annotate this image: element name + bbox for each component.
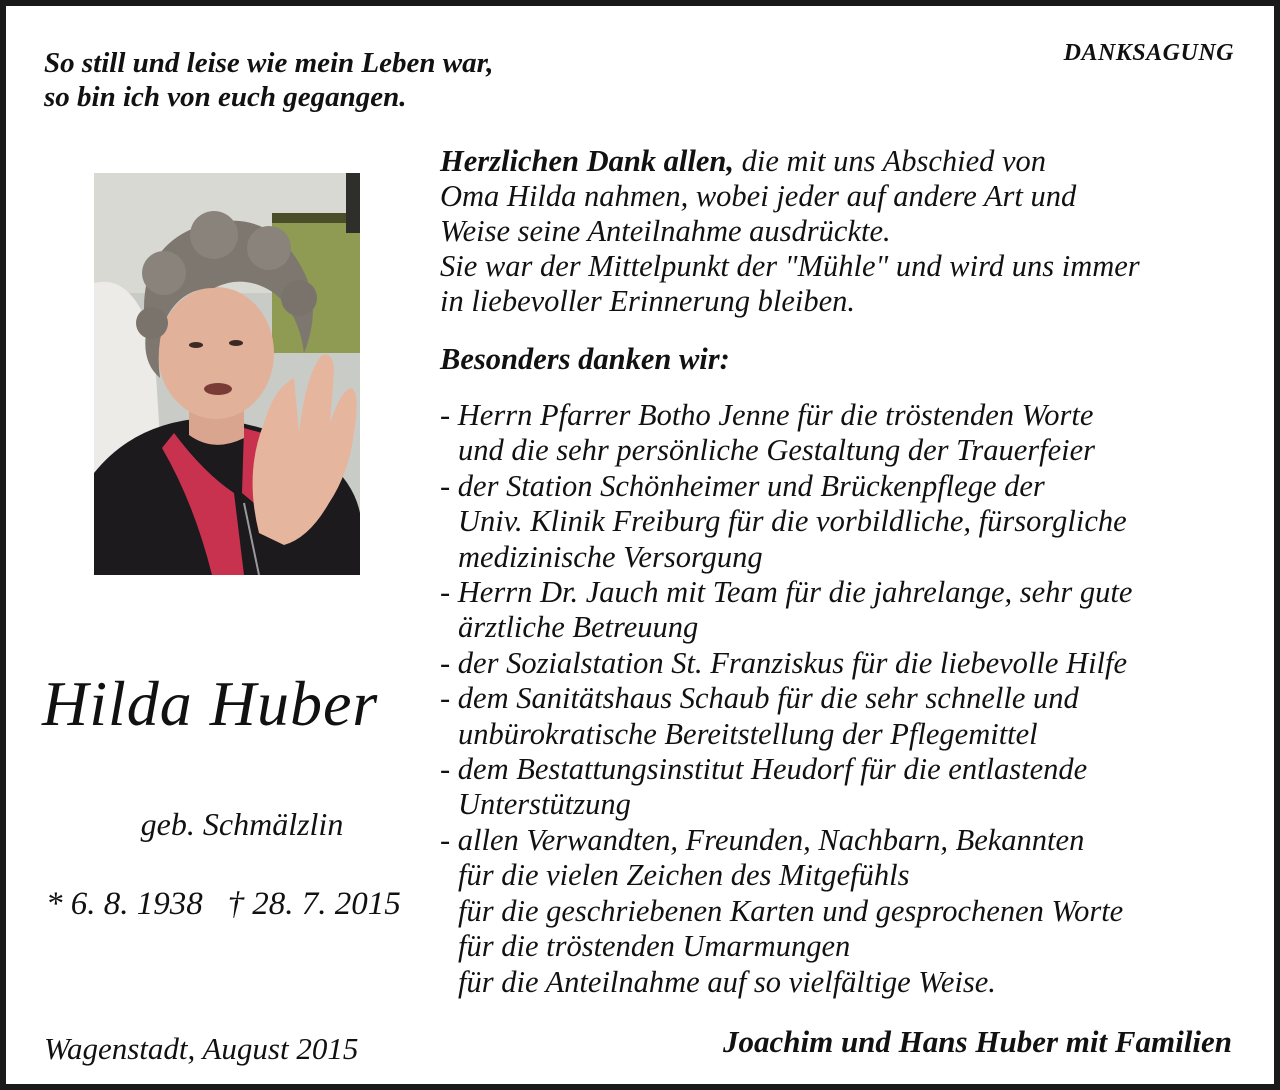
- place-date: Wagenstadt, August 2015: [44, 1031, 359, 1066]
- heading-danksagung: DANKSAGUNG: [1063, 40, 1234, 66]
- list-item: ärztliche Betreuung: [458, 610, 699, 645]
- motto-verse: [44, 46, 604, 114]
- list-item: Univ. Klinik Freiburg für die vorbildliche, fürsorgliche: [458, 504, 1127, 539]
- list-item: - Herrn Dr. Jauch mit Team für die jahrelange, sehr gute: [440, 575, 1133, 610]
- motto-line-2: so bin ich von euch gegangen.: [44, 81, 407, 113]
- list-item: unbürokratische Bereitstellung der Pflegemittel: [458, 716, 1038, 751]
- portrait-photo-icon: [94, 173, 360, 575]
- thanks-lead: Herzlichen Dank allen,: [440, 144, 735, 178]
- thanks-line-5: in liebevoller Erinnerung bleiben.: [440, 284, 856, 318]
- thanks-line-2: Oma Hilda nahmen, wobei jeder auf andere Art und: [440, 179, 1077, 213]
- list-item: - Herrn Pfarrer Botho Jenne für die tröstenden Worte: [440, 398, 1094, 432]
- list-item: - allen Verwandten, Freunden, Nachbarn, Bekannten: [440, 822, 1085, 857]
- thanks-line-1: [440, 144, 1270, 179]
- list-item: für die vielen Zeichen des Mitgefühls: [458, 858, 910, 893]
- list-item: - dem Sanitätshaus Schaub für die sehr schnelle und: [440, 681, 1079, 716]
- maiden-name: geb. Schmälzlin: [140, 806, 344, 842]
- list-item: - der Station Schönheimer und Brückenpflege der: [440, 468, 1045, 503]
- list-item: für die Anteilnahme auf so vielfältige Weise.: [458, 964, 996, 999]
- thanks-line-3: Weise seine Anteilnahme ausdrückte.: [440, 214, 891, 248]
- thanks-line-1-rest: die mit uns Abschied von: [734, 144, 1047, 178]
- special-thanks-title: Besonders danken wir:: [440, 342, 730, 376]
- list-item: - dem Bestattungsinstitut Heudorf für die entlastende: [440, 752, 1088, 787]
- list-item: medizinische Versorgung: [458, 539, 763, 574]
- list-item: und die sehr persönliche Gestaltung der Trauerfeier: [458, 433, 1096, 468]
- deceased-name: Hilda Huber: [42, 668, 379, 739]
- motto-line-1: So still und leise wie mein Leben war,: [44, 47, 494, 79]
- life-dates: * 6. 8. 1938 † 28. 7. 2015: [46, 886, 401, 922]
- list-item: Unterstützung: [458, 787, 631, 822]
- list-item: - der Sozialstation St. Franziskus für die liebevolle Hilfe: [440, 645, 1128, 680]
- family-signature: Joachim und Hans Huber mit Familien: [722, 1024, 1232, 1059]
- thanks-paragraph: [440, 144, 1270, 319]
- thanks-line-4: Sie war der Mittelpunkt der "Mühle" und wird uns immer: [440, 249, 1140, 283]
- special-thanks-list: [440, 398, 1270, 1000]
- list-item: für die geschriebenen Karten und gesprochenen Worte: [458, 893, 1124, 928]
- list-item: für die tröstenden Umarmungen: [458, 929, 851, 964]
